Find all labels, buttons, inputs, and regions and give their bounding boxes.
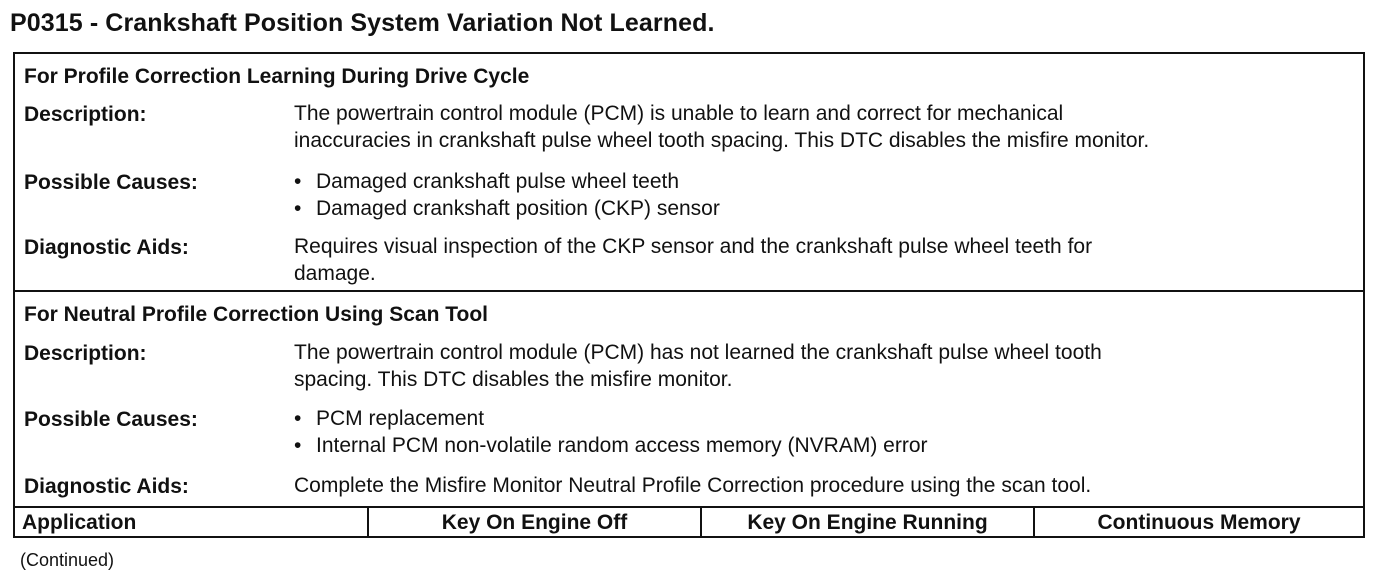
- diagnostic-aids-text: [294, 233, 1354, 287]
- list-item-text: Damaged crankshaft position (CKP) sensor: [316, 197, 720, 220]
- key-on-engine-off-header: Key On Engine Off: [369, 508, 702, 538]
- continued-note: (Continued): [20, 550, 115, 570]
- text-line: Complete the Misfire Monitor Neutral Profile Correction procedure using the scan tool.: [294, 474, 1092, 497]
- section-heading-scan-tool: For Neutral Profile Correction Using Scan Tool: [24, 303, 488, 326]
- description-label: Description:: [24, 103, 147, 126]
- list-item-text: Damaged crankshaft pulse wheel teeth: [316, 170, 680, 193]
- bullet-icon: •: [294, 170, 302, 193]
- page-title: P0315 - Crankshaft Position System Variation Not Learned.: [10, 9, 715, 37]
- description-text: [294, 339, 1354, 393]
- section-divider: [15, 290, 1363, 292]
- text-line: The powertrain control module (PCM) is unable to learn and correct for mechanical: [294, 102, 1064, 125]
- diagnostic-aids-text: [294, 472, 1354, 499]
- text-line: spacing. This DTC disables the misfire monitor.: [294, 368, 733, 391]
- possible-causes-list: [294, 405, 1354, 459]
- section-heading-drive-cycle: For Profile Correction Learning During Drive Cycle: [24, 65, 530, 88]
- possible-causes-label: Possible Causes:: [24, 171, 198, 194]
- description-text: [294, 100, 1354, 154]
- dtc-info-box: [13, 52, 1365, 538]
- bullet-icon: •: [294, 407, 302, 430]
- bullet-icon: •: [294, 434, 302, 457]
- text-line: The powertrain control module (PCM) has not learned the crankshaft pulse wheel tooth: [294, 341, 1102, 364]
- list-item: [294, 405, 1354, 432]
- application-row: [15, 508, 1363, 538]
- list-item-text: Internal PCM non-volatile random access memory (NVRAM) error: [316, 434, 928, 457]
- continuous-memory-header: Continuous Memory: [1097, 511, 1301, 534]
- possible-causes-label: Possible Causes:: [24, 408, 198, 431]
- possible-causes-list: [294, 168, 1354, 222]
- application-header: Application: [15, 508, 369, 538]
- diagnostic-aids-label: Diagnostic Aids:: [24, 475, 189, 498]
- bullet-icon: •: [294, 197, 302, 220]
- list-item: [294, 195, 1354, 222]
- text-line: damage.: [294, 262, 376, 285]
- list-item: [294, 432, 1354, 459]
- diagnostic-aids-label: Diagnostic Aids:: [24, 236, 189, 259]
- key-on-engine-running-header: Key On Engine Running: [702, 508, 1035, 538]
- list-item: [294, 168, 1354, 195]
- text-line: inaccuracies in crankshaft pulse wheel tooth spacing. This DTC disables the misfire monitor.: [294, 129, 1150, 152]
- text-line: Requires visual inspection of the CKP sensor and the crankshaft pulse wheel teeth for: [294, 235, 1093, 258]
- list-item-text: PCM replacement: [316, 407, 485, 430]
- description-label: Description:: [24, 342, 147, 365]
